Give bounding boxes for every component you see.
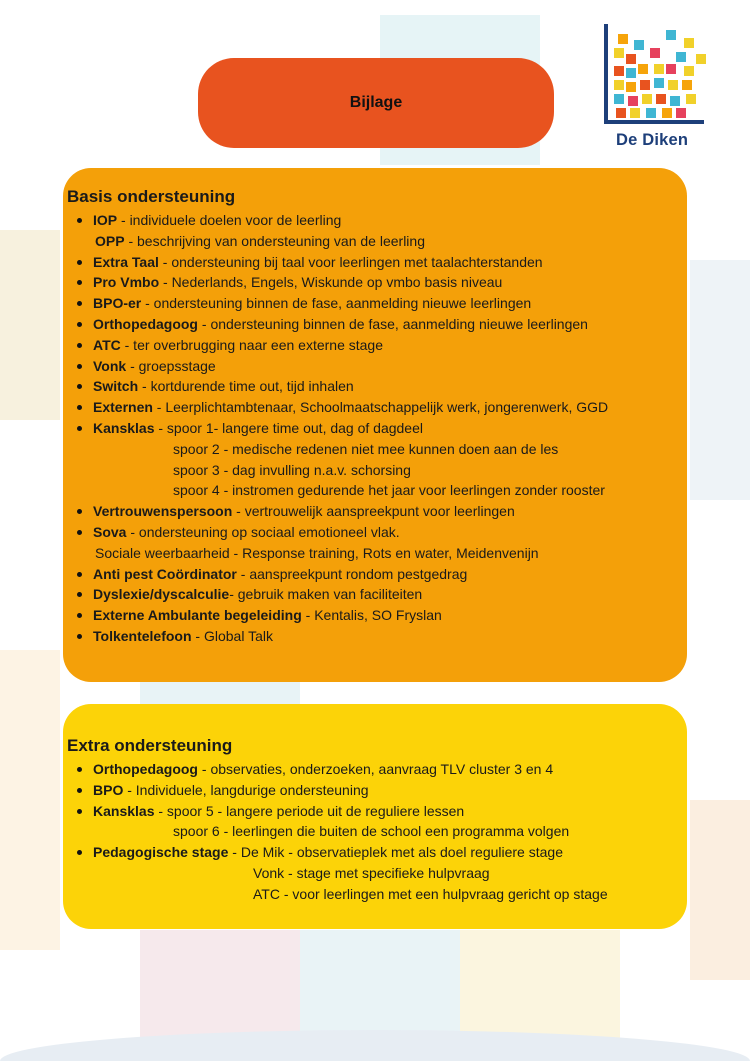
list-item [67,335,679,356]
item-term: Anti pest Coördinator [93,565,237,582]
list-item [67,584,679,605]
item-desc: - ondersteuning op sociaal emotioneel vlak. [126,523,400,540]
list-item [67,501,679,522]
item-term: Sova [93,523,127,540]
item-desc: - ondersteuning binnen de fase, aanmelding nieuwe leerlingen [198,315,588,332]
list-item [67,522,679,564]
page-title: Bijlage [198,58,554,148]
list-item [67,780,679,801]
item-subline: spoor 4 - instromen gedurende het jaar voor leerlingen zonder rooster [173,482,605,499]
item-desc: - observaties, onderzoeken, aanvraag TLV cluster 3 en 4 [198,761,554,777]
basis-ondersteuning-panel [63,168,687,682]
list-item [67,842,679,904]
list-item [67,564,679,585]
list-item [67,314,679,335]
item-term: Pedagogische stage [93,844,229,861]
item-term: Switch [93,378,139,395]
item-desc: - beschrijving van ondersteuning van de leerling [124,232,425,249]
list-item [67,252,679,273]
item-subline: spoor 6 - leerlingen die buiten de school een programma volgen [173,823,570,840]
item-term: Kansklas [93,419,155,436]
bg-tile [140,680,300,704]
item-desc: - ondersteuning bij taal voor leerlingen met taalachterstanden [158,253,543,270]
item-term: BPO [93,781,124,798]
bg-tile [690,800,750,980]
list-item [67,376,679,397]
item-term: Extra Taal [93,253,159,270]
list-item [67,626,679,647]
item-term: Kansklas [93,802,155,819]
basis-list [67,210,679,647]
item-subline: Sociale weerbaarheid - Response training, Rots en water, Meidenvenijn [95,544,539,561]
item-desc: - Nederlands, Engels, Wiskunde op vmbo basis niveau [159,274,503,291]
item-subline: Vonk - stage met specifieke hulpvraag [253,864,490,881]
item-term: Tolkentelefoon [93,627,192,644]
item-term: BPO-er [93,295,142,312]
list-item [67,272,679,293]
item-subline: spoor 2 - medische redenen niet mee kunnen doen aan de les [173,440,559,457]
bg-tile [0,1030,750,1061]
item-term: Externe Ambulante begeleiding [93,607,302,624]
item-term: Orthopedagoog [93,315,198,332]
item-term: Orthopedagoog [93,761,198,777]
bg-tile [690,260,750,500]
item-desc: - aanspreekpunt rondom pestgedrag [236,565,468,582]
extra-ondersteuning-panel [63,704,687,929]
item-desc: - Global Talk [191,627,273,644]
bg-tile [0,650,60,950]
item-desc: - individuele doelen voor de leerling [117,212,342,228]
item-subline: ATC - voor leerlingen met een hulpvraag gericht op stage [253,885,608,902]
list-item [67,356,679,377]
section-heading: Basis ondersteuning [67,187,236,206]
item-desc: - ter overbrugging naar een externe stage [120,336,384,353]
bg-tile [0,230,60,420]
list-item [67,605,679,626]
item-desc: - Kentalis, SO Fryslan [301,607,442,624]
item-term: OPP [95,232,125,249]
item-desc: - ondersteuning binnen de fase, aanmelding nieuwe leerlingen [141,295,532,312]
item-desc: - groepsstage [126,357,216,374]
list-item [67,293,679,314]
list-item [67,210,679,252]
item-term: ATC [93,336,121,353]
logo-text: De Diken [616,131,689,149]
item-subline: spoor 3 - dag invulling n.a.v. schorsing [173,461,411,478]
item-desc: - Leerplichtambtenaar, Schoolmaatschappelijk werk, jongerenwerk, GGD [152,399,609,416]
item-term: Pro Vmbo [93,274,160,291]
item-desc: - De Mik - observatieplek met als doel reguliere stage [228,844,563,861]
item-desc: - gebruik maken van faciliteiten [229,586,423,603]
item-desc: - Individuele, langdurige ondersteuning [123,781,369,798]
item-desc: - spoor 5 - langere periode uit de reguliere lessen [154,802,465,819]
list-item [67,759,679,780]
item-term: Vonk [93,357,127,374]
item-term: IOP [93,212,118,228]
list-item [67,397,679,418]
item-desc: - kortdurende time out, tijd inhalen [138,378,354,395]
section-heading: Extra ondersteuning [67,736,233,755]
list-item [67,801,679,843]
item-desc: - vertrouwelijk aanspreekpunt voor leerlingen [232,503,515,520]
list-item [67,418,679,501]
item-term: Vertrouwenspersoon [93,503,233,520]
item-desc: - spoor 1- langere time out, dag of dagdeel [154,419,423,436]
item-term: Externen [93,399,153,416]
extra-list [67,759,679,905]
item-term: Dyslexie/dyscalculie [93,586,230,603]
